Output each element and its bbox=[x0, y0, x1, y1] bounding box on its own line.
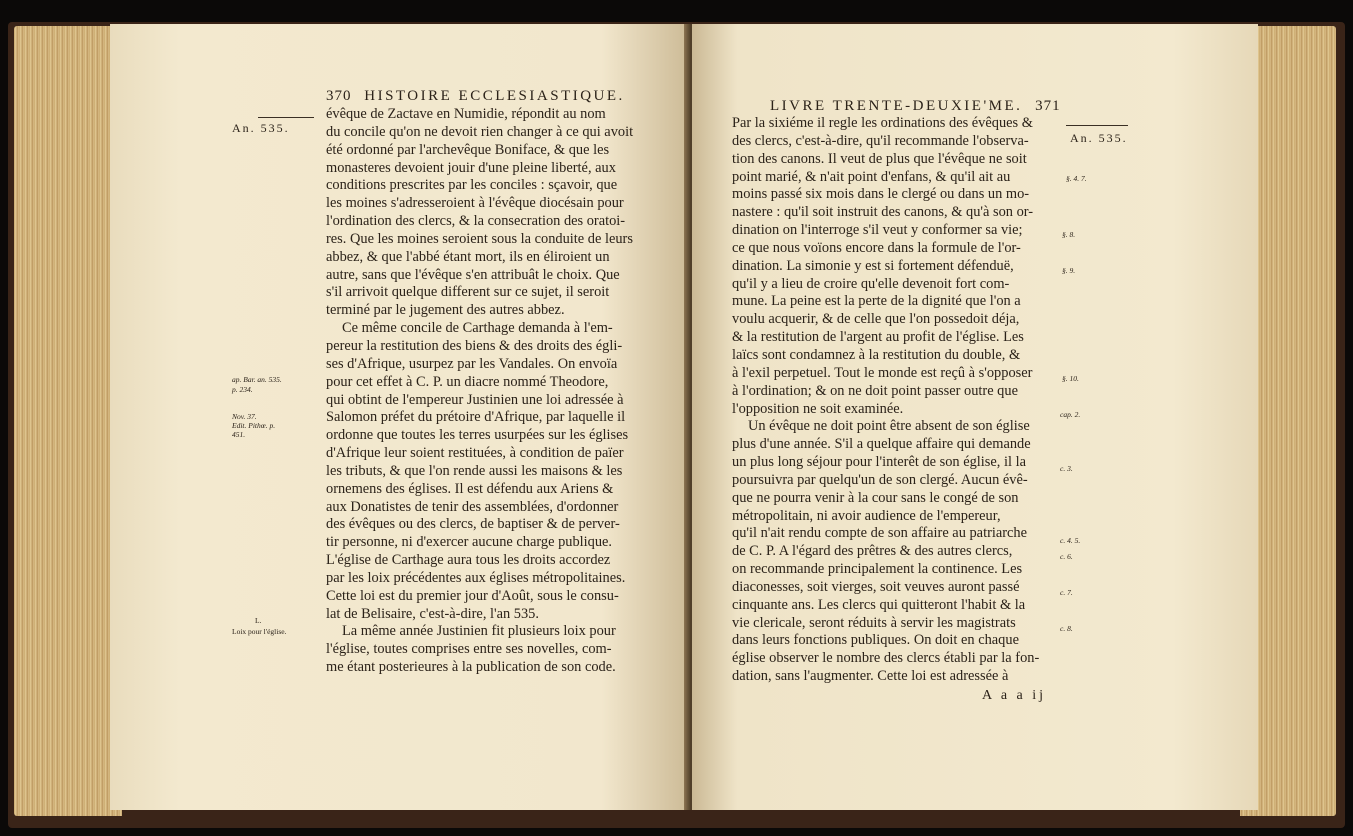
text-line: me étant posterieures à la publication de son code. bbox=[326, 659, 616, 676]
right-note-7: c. 4. 5. bbox=[1060, 536, 1081, 545]
text-line: Par la sixiéme il regle les ordinations des évêques & bbox=[732, 115, 1033, 131]
text-line: cinquante ans. Les clercs qui quitteront l'habit & la bbox=[732, 596, 1026, 613]
left-margin-rule bbox=[258, 117, 314, 118]
left-margin-year: An. 535. bbox=[232, 121, 290, 135]
text-line: dation, sans l'augmenter. Cette loi est adressée à bbox=[732, 668, 1009, 685]
text-line: dination on l'interroge s'il veut y conformer sa vie; bbox=[732, 222, 1023, 239]
right-note-9: c. 7. bbox=[1060, 588, 1073, 597]
left-note-page: p. 234. bbox=[232, 385, 253, 394]
right-note-4: §. 10. bbox=[1062, 374, 1079, 383]
left-note-loix: Loix pour l'église. bbox=[232, 627, 287, 636]
text-line: qu'il y a lieu de croire qu'elle devenoit fort com- bbox=[732, 275, 1010, 292]
text-line: autre, sans que l'évêque s'en attribuât le choix. Que bbox=[326, 266, 620, 283]
text-line: à l'ordination; & on ne doit point passer outre que bbox=[732, 382, 1018, 399]
text-line: La même année Justinien fit plusieurs loix pour bbox=[342, 623, 616, 640]
left-page-number: 370 bbox=[326, 88, 352, 104]
text-line: à l'exil perpetuel. Tout le monde est reçû à s'opposer bbox=[732, 364, 1033, 381]
text-line: on recommande principalement la continence. Les bbox=[732, 561, 1023, 578]
text-line: un plus long séjour pour l'interêt de son église, il la bbox=[732, 454, 1026, 471]
text-line: Salomon préfet du prétoire d'Afrique, par laquelle il bbox=[326, 409, 626, 426]
text-line: les moines s'adresseroient à l'évêque diocésain pour bbox=[326, 195, 624, 212]
text-line: nastere : qu'il soit instruit des canons, & qu'à son or- bbox=[732, 204, 1034, 221]
right-note-2: §. 8. bbox=[1062, 230, 1076, 239]
text-line: conditions prescrites par les conciles : sçavoir, que bbox=[326, 177, 618, 194]
text-line: métropolitain, ni avoir audience de l'empereur, bbox=[732, 507, 1001, 524]
text-line: dination. La simonie y est si fortement défenduë, bbox=[732, 257, 1014, 274]
text-line: diaconesses, soit vierges, soit veuves auront passé bbox=[732, 578, 1020, 595]
text-line: pereur la restitution des biens & des droits des égli- bbox=[326, 337, 623, 354]
right-note-6: c. 3. bbox=[1060, 464, 1073, 473]
text-line: vie clericale, seront réduits à servir les magistrats bbox=[732, 614, 1016, 631]
text-line: l'église, toutes comprises entre ses novelles, com- bbox=[326, 641, 612, 658]
text-line: Cette loi est du premier jour d'Août, sous le consu- bbox=[326, 587, 619, 604]
right-margin-year: An. 535. bbox=[1070, 131, 1128, 145]
text-line: l'opposition ne soit examinée. bbox=[732, 400, 904, 417]
left-note-section: L. bbox=[255, 616, 262, 625]
text-line: qui obtint de l'empereur Justinien une loi adressée à bbox=[326, 391, 624, 408]
left-note-baronius: ap. Bar. an. 535. bbox=[232, 375, 282, 384]
right-running-title: LIVRE TRENTE-DEUXIE'ME. bbox=[770, 98, 1023, 114]
right-note-3: §. 9. bbox=[1062, 266, 1076, 275]
left-running-header bbox=[326, 88, 625, 105]
text-line: ornemens des églises. Il est défendu aux Ariens & bbox=[326, 480, 614, 497]
text-line: pour cet effet à C. P. un diacre nommé Theodore, bbox=[326, 373, 609, 390]
text-line: ce que nous voïons encore dans la formule de l'or- bbox=[732, 239, 1021, 256]
text-line: res. Que les moines seroient sous la conduite de leurs bbox=[326, 230, 633, 247]
text-line: de C. P. A l'égard des prêtres & des autres clercs, bbox=[732, 543, 1013, 560]
text-line: plus d'une année. S'il a quelque affaire qui demande bbox=[732, 436, 1031, 453]
text-line: L'église de Carthage aura tous les droits accordez bbox=[326, 552, 611, 569]
text-line: des évêques ou des clercs, de baptiser & de perver- bbox=[326, 516, 620, 533]
text-line: monasteres devoient jouir d'une pleine liberté, aux bbox=[326, 159, 616, 176]
text-line: évêque de Zactave en Numidie, répondit au nom bbox=[326, 106, 606, 122]
text-line: terminé par le jugement des autres abbez. bbox=[326, 302, 565, 319]
right-note-1: §. 4. 7. bbox=[1066, 174, 1087, 183]
text-line: lat de Belisaire, c'est-à-dire, l'an 535. bbox=[326, 605, 539, 622]
text-line: poursuivra par quelqu'un de son clergé. Aucun évê- bbox=[732, 471, 1028, 488]
right-page-number: 371 bbox=[1035, 98, 1061, 114]
text-line: par les loix précédentes aux églises métropolitaines. bbox=[326, 569, 626, 586]
text-line: du concile qu'on ne devoit rien changer à ce qui avoit bbox=[326, 123, 634, 140]
right-note-5: cap. 2. bbox=[1060, 410, 1081, 419]
text-line: église observer le nombre des clercs établi par la fon- bbox=[732, 650, 1040, 667]
left-note-edition: Edit. Pithœ. p. bbox=[232, 421, 276, 430]
right-running-header bbox=[770, 98, 1069, 115]
signature-mark: A a a ij bbox=[982, 688, 1047, 703]
page-edges-left bbox=[14, 26, 122, 816]
right-note-10: c. 8. bbox=[1060, 624, 1073, 633]
text-line: que ne pourra venir à la cour sans le congé de son bbox=[732, 489, 1019, 506]
text-line: dans leurs fonctions publiques. On doit en chaque bbox=[732, 632, 1019, 649]
text-line: Un évêque ne doit point être absent de son église bbox=[748, 418, 1030, 435]
text-line: ses d'Afrique, usurpez par les Vandales. On envoïa bbox=[326, 355, 618, 372]
left-note-novel: Nov. 37. bbox=[232, 412, 257, 421]
text-line: abbez, & que l'abbé étant mort, ils en éliroient un bbox=[326, 248, 610, 265]
left-note-edition-page: 451. bbox=[232, 430, 246, 439]
text-line: des clercs, c'est-à-dire, qu'il recommande l'observa- bbox=[732, 132, 1029, 149]
text-line: aux Donatistes de tenir des assemblées, d'ordonner bbox=[326, 498, 619, 515]
text-line: tir personne, ni d'exercer aucune charge publique. bbox=[326, 534, 613, 551]
text-line: été ordonné par l'archevêque Boniface, & que les bbox=[326, 141, 610, 158]
text-line: point marié, & n'ait point d'enfans, & qu'il ait au bbox=[732, 168, 1011, 185]
text-line: moins passé six mois dans le clergé ou dans un mo- bbox=[732, 186, 1030, 203]
left-text-block bbox=[326, 106, 656, 677]
text-line: tion des canons. Il veut de plus que l'évêque ne soit bbox=[732, 150, 1027, 167]
text-line: & la restitution de l'argent au profit de l'église. Les bbox=[732, 329, 1024, 346]
text-line: l'ordination des clercs, & la consecration des oratoi- bbox=[326, 213, 626, 230]
text-line: mune. La peine est la perte de la dignité que l'on a bbox=[732, 293, 1021, 310]
left-running-title: HISTOIRE ECCLESIASTIQUE. bbox=[364, 88, 625, 104]
right-margin-rule bbox=[1066, 125, 1128, 126]
text-line: laïcs sont condamnez à la restitution du double, & bbox=[732, 346, 1021, 363]
text-line: voulu acquerir, & de celle que l'on possedoit déja, bbox=[732, 311, 1020, 328]
text-line: qu'il n'ait rendu compte de son affaire au patriarche bbox=[732, 525, 1028, 542]
text-line: les tributs, & que l'on rende aussi les maisons & les bbox=[326, 462, 623, 479]
text-line: Ce même concile de Carthage demanda à l'em- bbox=[342, 320, 613, 337]
right-note-8: c. 6. bbox=[1060, 552, 1073, 561]
right-text-block bbox=[732, 115, 1058, 686]
text-line: ordonne que toutes les terres usurpées sur les églises bbox=[326, 427, 629, 444]
text-line: s'il arrivoit quelque different sur ce sujet, il seroit bbox=[326, 284, 610, 301]
text-line: d'Afrique leur soient restituées, à condition de païer bbox=[326, 445, 624, 462]
